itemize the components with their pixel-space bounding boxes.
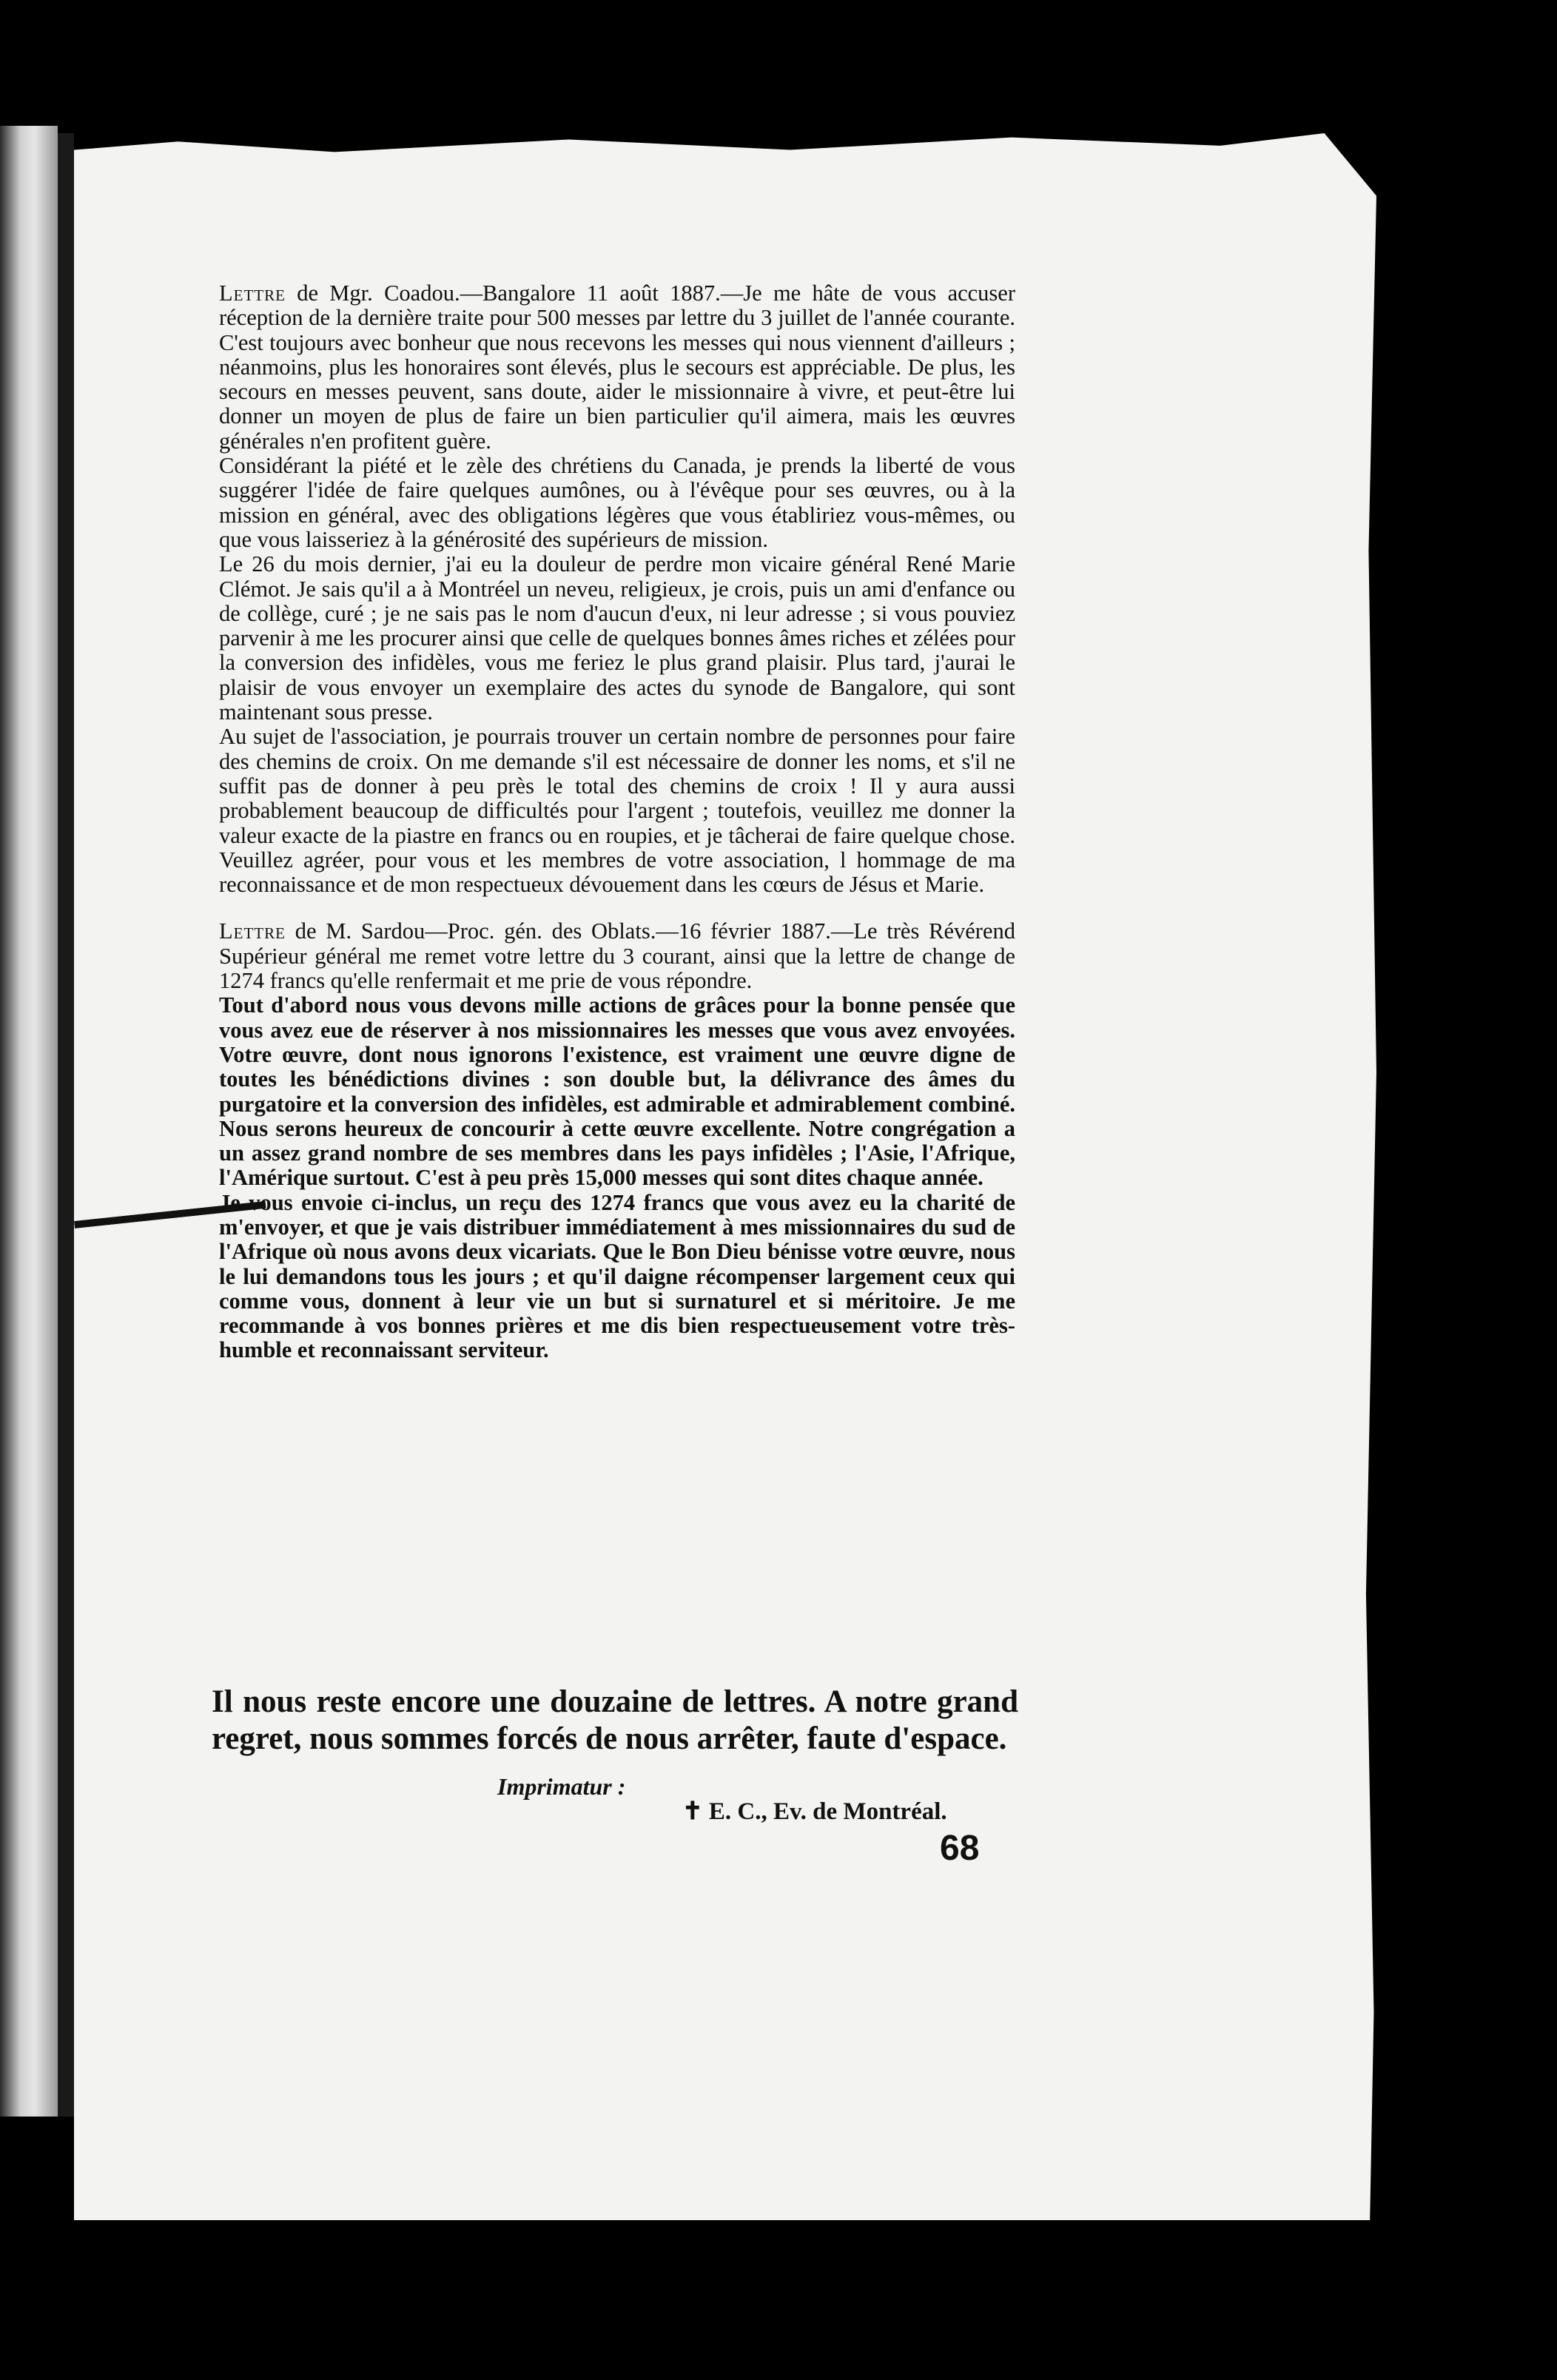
paragraph: Considérant la piété et le zèle des chrétiens du Canada, je prends la liberté de vous suggérer l'idée de faire quelques aumônes, ou à l'évêque pour ses œuvres, ou à la mission en général, avec des obligations légères que vous établiriez vous-mêmes, ou que vous laisseriez à la générosité des supérieurs de mission. [219,453,1015,552]
letter-heading-word: Lettre [219,918,286,944]
spine-shadow [58,133,74,2117]
paragraph: Je vous envoie ci-inclus, un reçu des 1274 francs que vous avez eu la charité de m'envoyer, et que je vais distribuer immédiatement à mes missionnaires du sud de l'Afrique où nous avons deux vicariats. Que le Bon Dieu bénisse votre œuvre, nous le lui demandons tous les jours ; et qu'il daigne récompenser largement ceux qui comme vous, donnent à leur vie un but si surnaturel et si méritoire. Je me recommande à vos bonnes prières et me dis bien respectueusement votre très-humble et reconnaissant serviteur. [219,1189,1015,1363]
letter-coadou [219,281,1015,897]
signature-line: ✝ E. C., Ev. de Montréal. [682,1798,947,1825]
paragraph: Le 26 du mois dernier, j'ai eu la douleur de perdre mon vicaire général René Marie Clémot. Je sais qu'il a à Montréel un neveu, religieux, je crois, puis un ami d'enfance ou de collège, curé ; je ne sais pas le nom d'aucun d'eux, ni leur adresse ; si vous pouviez parvenir à me les procurer ainsi que celle de quelques bonnes âmes riches et zélées pour la conversion des infidèles, vous me feriez le plus grand plaisir. Plus tard, j'aurai le plaisir de vous envoyer un exemplaire des actes du synode de Bangalore, qui sont maintenant sous presse. [219,551,1015,725]
letter-sardou [219,919,1015,1362]
paragraph-text: de M. Sardou—Proc. gén. des Oblats.—16 février 1887.—Le très Révérend Supérieur général me remet votre lettre du 3 courant, ainsi que la lettre de change de 1274 francs qu'elle renfermait et me prie de vous répondre. [219,918,1015,994]
paragraph: Tout d'abord nous vous devons mille actions de grâces pour la bonne pensée que vous avez eue de réserver à nos missionnaires les messes que vous avez envoyées. Votre œuvre, dont nous ignorons l'existence, est vraiment une œuvre digne de toutes les bénédictions divines : son double but, la délivrance des âmes du purgatoire et la conversion des infidèles, est admirable et admirablement combiné. Nous serons heureux de concourir à cette œuvre excellente. Notre congrégation a un assez grand nombre de ses membres dans les pays infidèles ; l'Asie, l'Afrique, l'Amérique surtout. C'est à peu près 15,000 messes qui sont dites chaque année. [219,992,1015,1191]
section-gap [219,897,1015,919]
imprimatur-label: Imprimatur : [497,1773,626,1800]
previous-page-edge [0,126,58,2117]
body-text [219,281,1015,1363]
page-number: 68 [940,1829,980,1868]
paragraph: Au sujet de l'association, je pourrais trouver un certain nombre de personnes pour faire des chemins de croix. On me demande s'il est nécessaire de donner les noms, et s'il ne suffit pas de donner à peu près le total des chemins de croix ! Il y aura aussi probablement beaucoup de difficultés pour l'argent ; toutefois, veuillez me donner la valeur exacte de la piastre en francs ou en roupies, et je tâcherai de faire quelque chose. Veuillez agréer, pour vous et les membres de votre association, l hommage de ma reconnaissance et de mon respectueux dévouement dans les cœurs de Jésus et Marie. [219,724,1015,898]
paragraph [219,281,1015,454]
paragraph-text: de Mgr. Coadou.—Bangalore 11 août 1887.—Je me hâte de vous accuser réception de la dernière traite pour 500 messes par lettre du 3 juillet de l'année courante. C'est toujours avec bonheur que nous recevons les messes qui nous viennent d'ailleurs ; néanmoins, plus les honoraires sont élevés, plus le secours est appréciable. De plus, les secours en messes peuvent, sans doute, aider le missionnaire à vivre, et peut-être lui donner un moyen de plus de faire un bien particulier qu'il aimera, mais les œuvres générales n'en profitent guère. [219,280,1015,454]
paragraph [219,919,1015,993]
letter-heading-word: Lettre [219,280,286,306]
closing-note: Il nous reste encore une douzaine de lettres. A notre grand regret, nous sommes forcés de nous arrêter, faute d'espace. [212,1684,1018,1756]
